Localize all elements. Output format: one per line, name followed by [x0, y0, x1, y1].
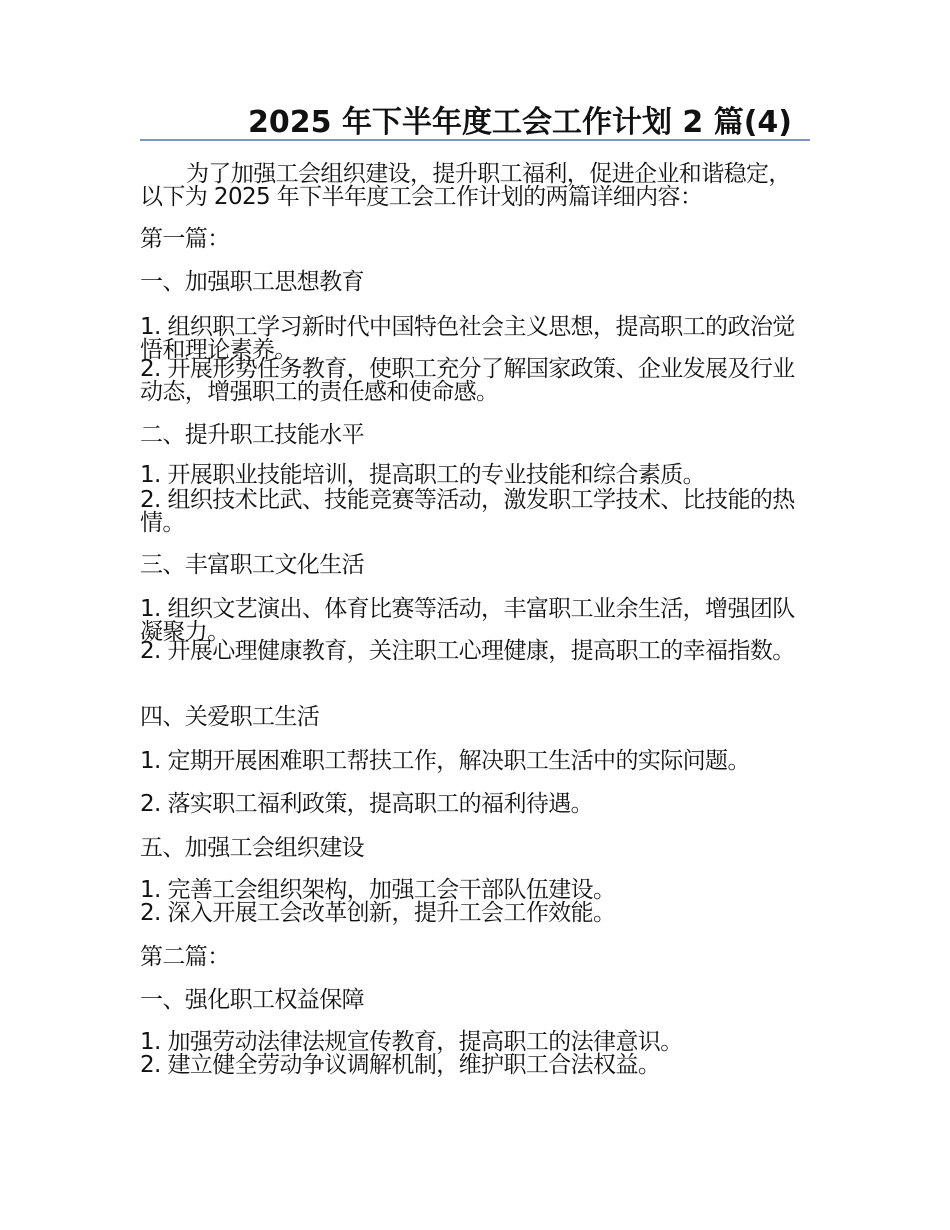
section-heading: 二、提升职工技能水平	[140, 422, 365, 448]
list-item: 1. 完善工会组织架构，加强工会干部队伍建设。	[140, 877, 616, 903]
list-item: 2. 组织技术比武、技能竞赛等活动，激发职工学技术、比技能的热情。	[140, 487, 795, 536]
document-title: 2025 年下半年度工会工作计划 2 篇(4)	[248, 105, 792, 140]
intro-paragraph: 为了加强工会组织建设，提升职工福利，促进企业和谐稳定，以下为 2025 年下半年度工会工作计划的两篇详细内容：	[140, 161, 791, 210]
list-item: 1. 加强劳动法律法规宣传教育，提高职工的法律意识。	[140, 1029, 683, 1055]
list-item: 1. 定期开展困难职工帮扶工作，解决职工生活中的实际问题。	[140, 748, 750, 774]
title-underline	[140, 139, 810, 141]
section-heading: 一、加强职工思想教育	[140, 269, 365, 295]
part1-heading: 第一篇：	[140, 226, 230, 252]
list-item: 2. 深入开展工会改革创新，提升工会工作效能。	[140, 900, 616, 926]
list-item: 2. 建立健全劳动争议调解机制，维护职工合法权益。	[140, 1052, 661, 1078]
list-item: 1. 组织文艺演出、体育比赛等活动，丰富职工业余生活，增强团队凝聚力。	[140, 596, 795, 645]
section-heading: 五、加强工会组织建设	[140, 835, 365, 861]
section-heading: 四、关爱职工生活	[140, 704, 320, 730]
list-item: 2. 落实职工福利政策，提高职工的福利待遇。	[140, 791, 594, 817]
section-heading: 三、丰富职工文化生活	[140, 552, 365, 578]
part2-heading: 第二篇：	[140, 944, 230, 970]
list-item: 1. 组织职工学习新时代中国特色社会主义思想，提高职工的政治觉悟和理论素养。	[140, 314, 795, 363]
list-item: 2. 开展心理健康教育，关注职工心理健康，提高职工的幸福指数。	[140, 638, 795, 664]
section-heading: 一、强化职工权益保障	[140, 987, 365, 1013]
list-item: 2. 开展形势任务教育，使职工充分了解国家政策、企业发展及行业动态，增强职工的责任感和使命感。	[140, 356, 795, 405]
list-item: 1. 开展职业技能培训，提高职工的专业技能和综合素质。	[140, 462, 706, 488]
